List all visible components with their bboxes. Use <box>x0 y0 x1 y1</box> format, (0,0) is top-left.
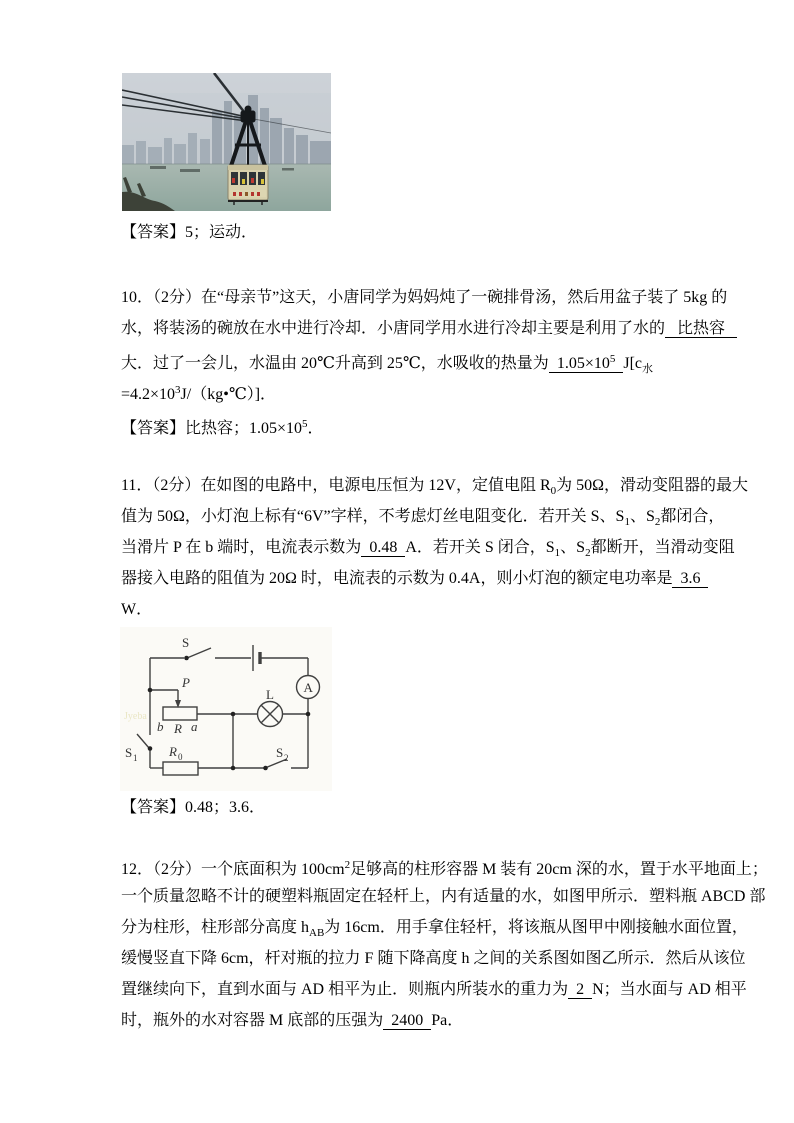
photo-cable-car-cabin <box>228 165 268 205</box>
question-12 <box>121 850 768 1036</box>
label-resistor-r0 <box>168 744 183 762</box>
question-12-line: 分为柱形，柱形部分高度 $h_{AB}$为 16cm．用手拿住轻杆，将该瓶从图甲中刚接触水面位置， <box>121 919 748 939</box>
question-12-line: 一个质量忽略不计的硬塑料瓶固定在轻杆上，内有适量的水，如图甲所示．塑料瓶 ABCD 部 <box>121 888 766 905</box>
label-terminal-b: b <box>157 719 164 734</box>
label-terminal-a: a <box>191 719 198 734</box>
question-11-line: 器接入电路的阻值为 20Ω 时，电流表的示数为 0.4A，则小灯泡的额定电功率是 3.6 <box>121 570 709 587</box>
answer-9: 【答案】5；运动． <box>121 224 258 241</box>
circuit-diagram <box>120 627 332 791</box>
svg-text:2: 2 <box>284 753 289 763</box>
question-10-line: 水，将装汤的碗放在水中进行冷却．小唐同学用水进行冷却主要是利用了水的 比热容 <box>121 320 738 337</box>
question-11-line: 11．（2分）在如图的电路中，电源电压恒为 12V，定值电阻 $R_0$为 50Ω，滑动变阻器的最大 <box>121 477 749 497</box>
question-11-line: W． <box>121 601 153 618</box>
svg-text:1: 1 <box>133 753 138 763</box>
circuit-diagram-art <box>120 627 332 791</box>
question-10-line: $=4.2\times 10^3J/(kg•℃)$]． <box>121 384 277 403</box>
question-12-line: 置继续向下，直到水面与 AD 相平为止．则瓶内所装水的重力为 2 N；当水面与 AD 相平 <box>121 981 747 998</box>
question-12-line: 缓慢竖直下降 6cm，杆对瓶的拉力 F 随下降高度 h 之间的关系图如图乙所示．然后从该位 <box>121 950 746 967</box>
question-12-line: 12．（2分）一个底面积为 $100cm^2$足够高的柱形容器 M 装有 20cm 深的水，置于水平地面上； <box>121 859 768 878</box>
svg-text:R: R <box>169 744 177 759</box>
svg-text:S: S <box>125 745 133 760</box>
question-12-line: 时，瓶外的水对容器 M 底部的压强为 2400 Pa． <box>121 1012 464 1029</box>
question-11 <box>121 470 749 625</box>
photo-banner <box>230 190 266 197</box>
question-10-line: 大．过了一会儿，水温由 20℃升高到 25℃，水吸收的热量为 $1.05\times 10^5$ $J[c_水$ <box>121 353 653 375</box>
label-rheostat-r: R <box>174 721 182 736</box>
question-11-line: 值为 50Ω，小灯泡上标有“6V”字样，不考虑灯丝电阻变化．若开关 S、$S_1$、$S_2$都闭合， <box>121 508 725 528</box>
watermark-text: Jyeba <box>124 711 147 722</box>
svg-text:S: S <box>276 745 284 760</box>
svg-text:0: 0 <box>178 752 183 762</box>
question-10 <box>121 282 738 406</box>
answer-10: 【答案】比热容；$1.05\times 10^5$． <box>121 418 324 437</box>
label-switch-s1 <box>125 745 138 763</box>
cable-car-photo-art <box>122 73 331 211</box>
photo-city-skyline <box>122 93 331 165</box>
cable-car-photo <box>122 73 331 211</box>
label-switch-s: S <box>182 635 190 650</box>
answer-11: 【答案】0.48；3.6． <box>121 799 266 816</box>
label-lamp-l: L <box>266 687 274 702</box>
label-slider-p: P <box>182 675 190 690</box>
question-10-line: 10．（2分）在“母亲节”这天，小唐同学为妈妈炖了一碗排骨汤，然后用盆子装了 5kg 的 <box>121 289 728 306</box>
question-11-line: 当滑片 P 在 b 端时，电流表示数为 0.48 A．若开关 S 闭合，$S_1$、$S_2$都断开，当滑动变阻 <box>121 539 735 559</box>
label-ammeter-a: A <box>303 680 313 695</box>
